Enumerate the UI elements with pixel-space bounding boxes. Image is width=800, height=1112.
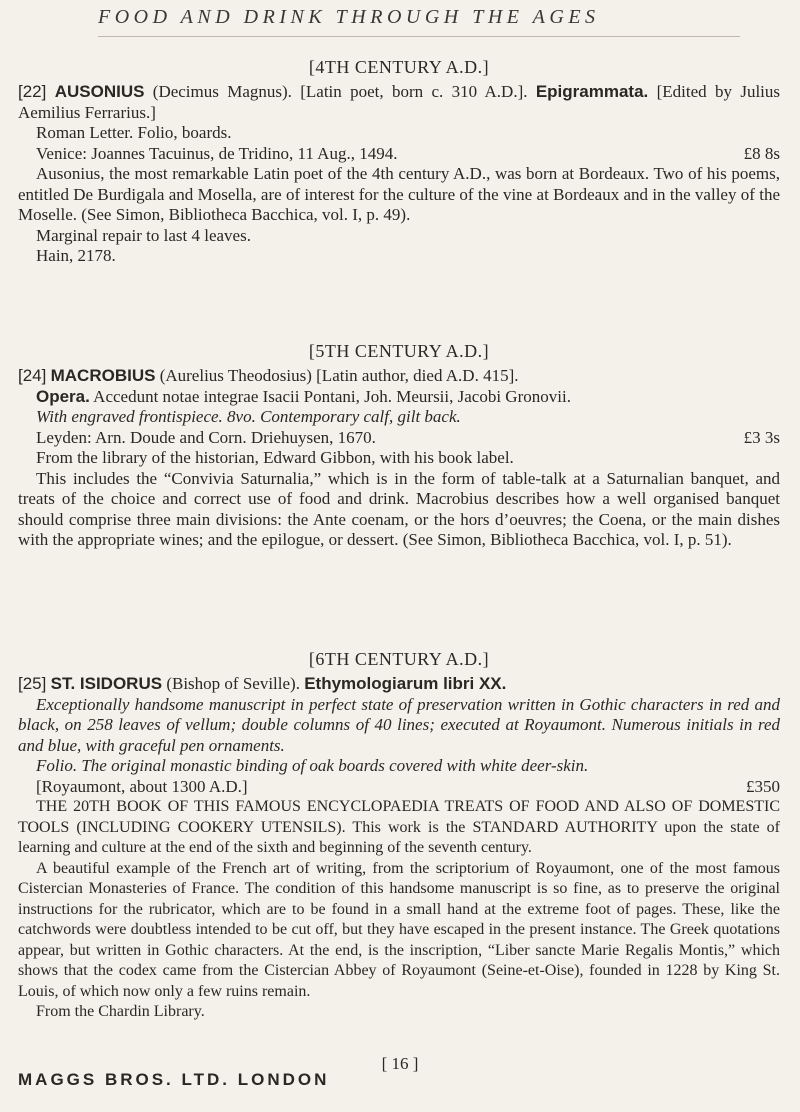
page-number: [ 16 ] [381, 1054, 419, 1073]
entry-25 [18, 649, 780, 1023]
century-heading: [5TH CENTURY A.D.] [308, 341, 490, 361]
imprint-row [18, 428, 780, 449]
entry-24 [18, 341, 780, 551]
entry-heading [18, 674, 780, 695]
price: £3 3s [743, 427, 780, 447]
century-heading: [6TH CENTURY A.D.] [308, 649, 490, 669]
provenance: From the library of the historian, Edward Gibbon, with his book label. [36, 448, 514, 467]
entry-title: Opera. [36, 386, 90, 406]
entry-author: AUSONIUS [54, 82, 145, 101]
entry-note: Ausonius, the most remarkable Latin poet of the 4th century A.D., was born at Bordeaux. Two of his poems, entitled De Burdigala and Mosella, are of interest for the culture of the vine at Bordeaux and in the valley of the Moselle. (See Simon, Bibliotheca Bacchica, vol. I, p. 49). [18, 164, 780, 224]
author-details: (Decimus Magnus). [Latin poet, born c. 310 A.D.]. [152, 82, 528, 101]
edited-by: [Edited by Julius Aemilius Ferrarius.] [18, 82, 781, 122]
entry-note: THE 20TH BOOK OF THIS FAMOUS ENCYCLOPAEDIA TREATS OF FOOD AND ALSO OF DOMESTIC TOOLS (INCLUDING COOKERY UTENSILS). This work is the STANDARD AUTHORITY upon the state of learning and culture at the end of the sixth and beginning of the seventh century. [18, 798, 780, 856]
century-heading: [4TH CENTURY A.D.] [308, 57, 490, 77]
entry-note: This includes the “Convivia Saturnalia,” which is in the form of table-talk at a Saturnalian banquet, and treats of the choice and correct use of food and drink. Macrobius describes how a well organised banquet should comprise three main divisions: the Ante coenam, or the hors d’oeuvres; the Coena, or the main dishes with the appropriate wines; and the epilogue, or dessert. (See Simon, Bibliotheca Bacchica, vol. I, p. 51). [18, 468, 780, 549]
provenance: From the Chardin Library. [36, 1003, 205, 1020]
description: With engraved frontispiece. 8vo. Contemporary calf, gilt back. [36, 407, 461, 426]
entry-number: [24] [18, 366, 47, 385]
imprint-row [18, 144, 780, 165]
price: £8 8s [743, 143, 780, 163]
imprint-row [18, 777, 780, 798]
entry-title: Ethymologiarum libri XX. [304, 674, 507, 693]
entry-heading [18, 366, 780, 387]
binding: Folio. The original monastic binding of oak boards covered with white deer-skin. [36, 756, 589, 775]
entry-number: [22] [18, 82, 47, 101]
entry-number: [25] [18, 674, 47, 693]
imprint: [Royaumont, about 1300 A.D.] [36, 776, 248, 796]
description: Exceptionally handsome manuscript in perfect state of preservation written in Gothic characters in red and black, on 258 leaves of vellum; double columns of 40 lines; executed at Royaumont. Numerous initials in red and blue, with graceful pen ornaments. [18, 694, 780, 755]
entry-title: Epigrammata. [535, 82, 649, 101]
title-line [18, 387, 780, 408]
publisher-footer: MAGGS BROS. LTD. LONDON [18, 1070, 330, 1089]
entry-author: ST. ISIDORUS [50, 674, 163, 693]
format-line: Roman Letter. Folio, boards. [36, 123, 232, 142]
author-details: (Aurelius Theodosius) [Latin author, died A.D. 415]. [159, 366, 519, 385]
running-head: FOOD AND DRINK THROUGH THE AGES [98, 6, 600, 28]
entry-heading [18, 82, 780, 123]
header-rule [98, 36, 740, 37]
price: £350 [746, 776, 780, 796]
entry-author: MACROBIUS [50, 366, 156, 385]
entry-note-2: A beautiful example of the French art of writing, from the scriptorium of Royaumont, one of the most famous Cistercian Monasteries of France. The condition of this handsome manuscript is so fine, as to preserve the original instructions for the rubricator, which are to be found in a small hand at the extreme foot of pages. These, like the catchwords were doubtless intended to be cut off, but they have escaped in the present instance. The Greek quotations appear, but written in Gothic characters. At the end, is the inscription, “Liber sancte Marie Regalis Montis,” which shows that the codex came from the Cistercian Abbey of Royaumont (Seine-et-Oise), founded in 1228 by King St. Louis, of which now only a few ruins remain. [18, 859, 780, 1000]
imprint: Venice: Joannes Tacuinus, de Tridino, 11 Aug., 1494. [36, 143, 398, 163]
title-rest: Accedunt notae integrae Isacii Pontani, Joh. Meursii, Jacobi Gronovii. [93, 386, 571, 406]
imprint: Leyden: Arn. Doude and Corn. Driehuysen, 1670. [36, 427, 376, 447]
author-details: (Bishop of Seville). [166, 674, 300, 693]
entry-22 [18, 57, 780, 267]
repair-note: Marginal repair to last 4 leaves. [36, 225, 251, 245]
reference: Hain, 2178. [36, 246, 116, 265]
